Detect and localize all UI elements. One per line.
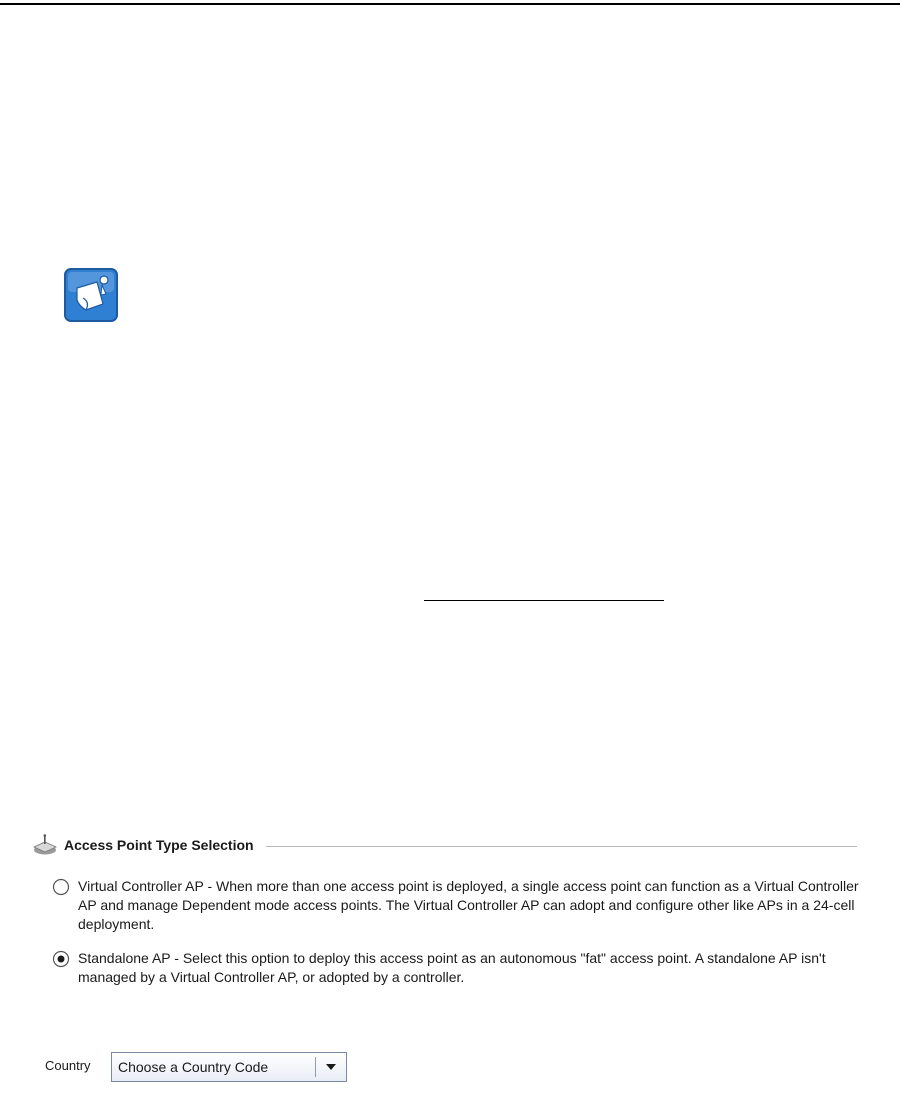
option-label-virtual-controller-ap: Virtual Controller AP - When more than one access point is deployed, a single access point can function as a Virtual Controller AP and manage Dependent mode access points. The Virtual Controller AP can adopt and configure other like APs in a 24-cell deployment. [78, 878, 859, 932]
section-divider [266, 846, 857, 847]
chevron-down-icon[interactable] [316, 1053, 346, 1081]
note-icon [64, 268, 118, 322]
section-title: Access Point Type Selection [64, 837, 254, 853]
section-header [32, 833, 857, 857]
radio-virtual-controller-ap[interactable] [52, 878, 70, 896]
country-select[interactable] [111, 1052, 347, 1082]
option-label-standalone-ap: Standalone AP - Select this option to deploy this access point as an autonomous "fat" access point. A standalone AP isn't managed by a Virtual Controller AP, or adopted by a controller. [78, 950, 826, 985]
country-label: Country [45, 1058, 91, 1073]
option-standalone-ap[interactable] [52, 949, 872, 987]
link-underline [424, 600, 664, 601]
option-virtual-controller-ap[interactable] [52, 877, 872, 934]
top-rule [0, 3, 900, 5]
radio-standalone-ap[interactable] [52, 950, 70, 968]
country-select-value: Choose a Country Code [118, 1059, 269, 1075]
access-point-icon [32, 834, 58, 856]
